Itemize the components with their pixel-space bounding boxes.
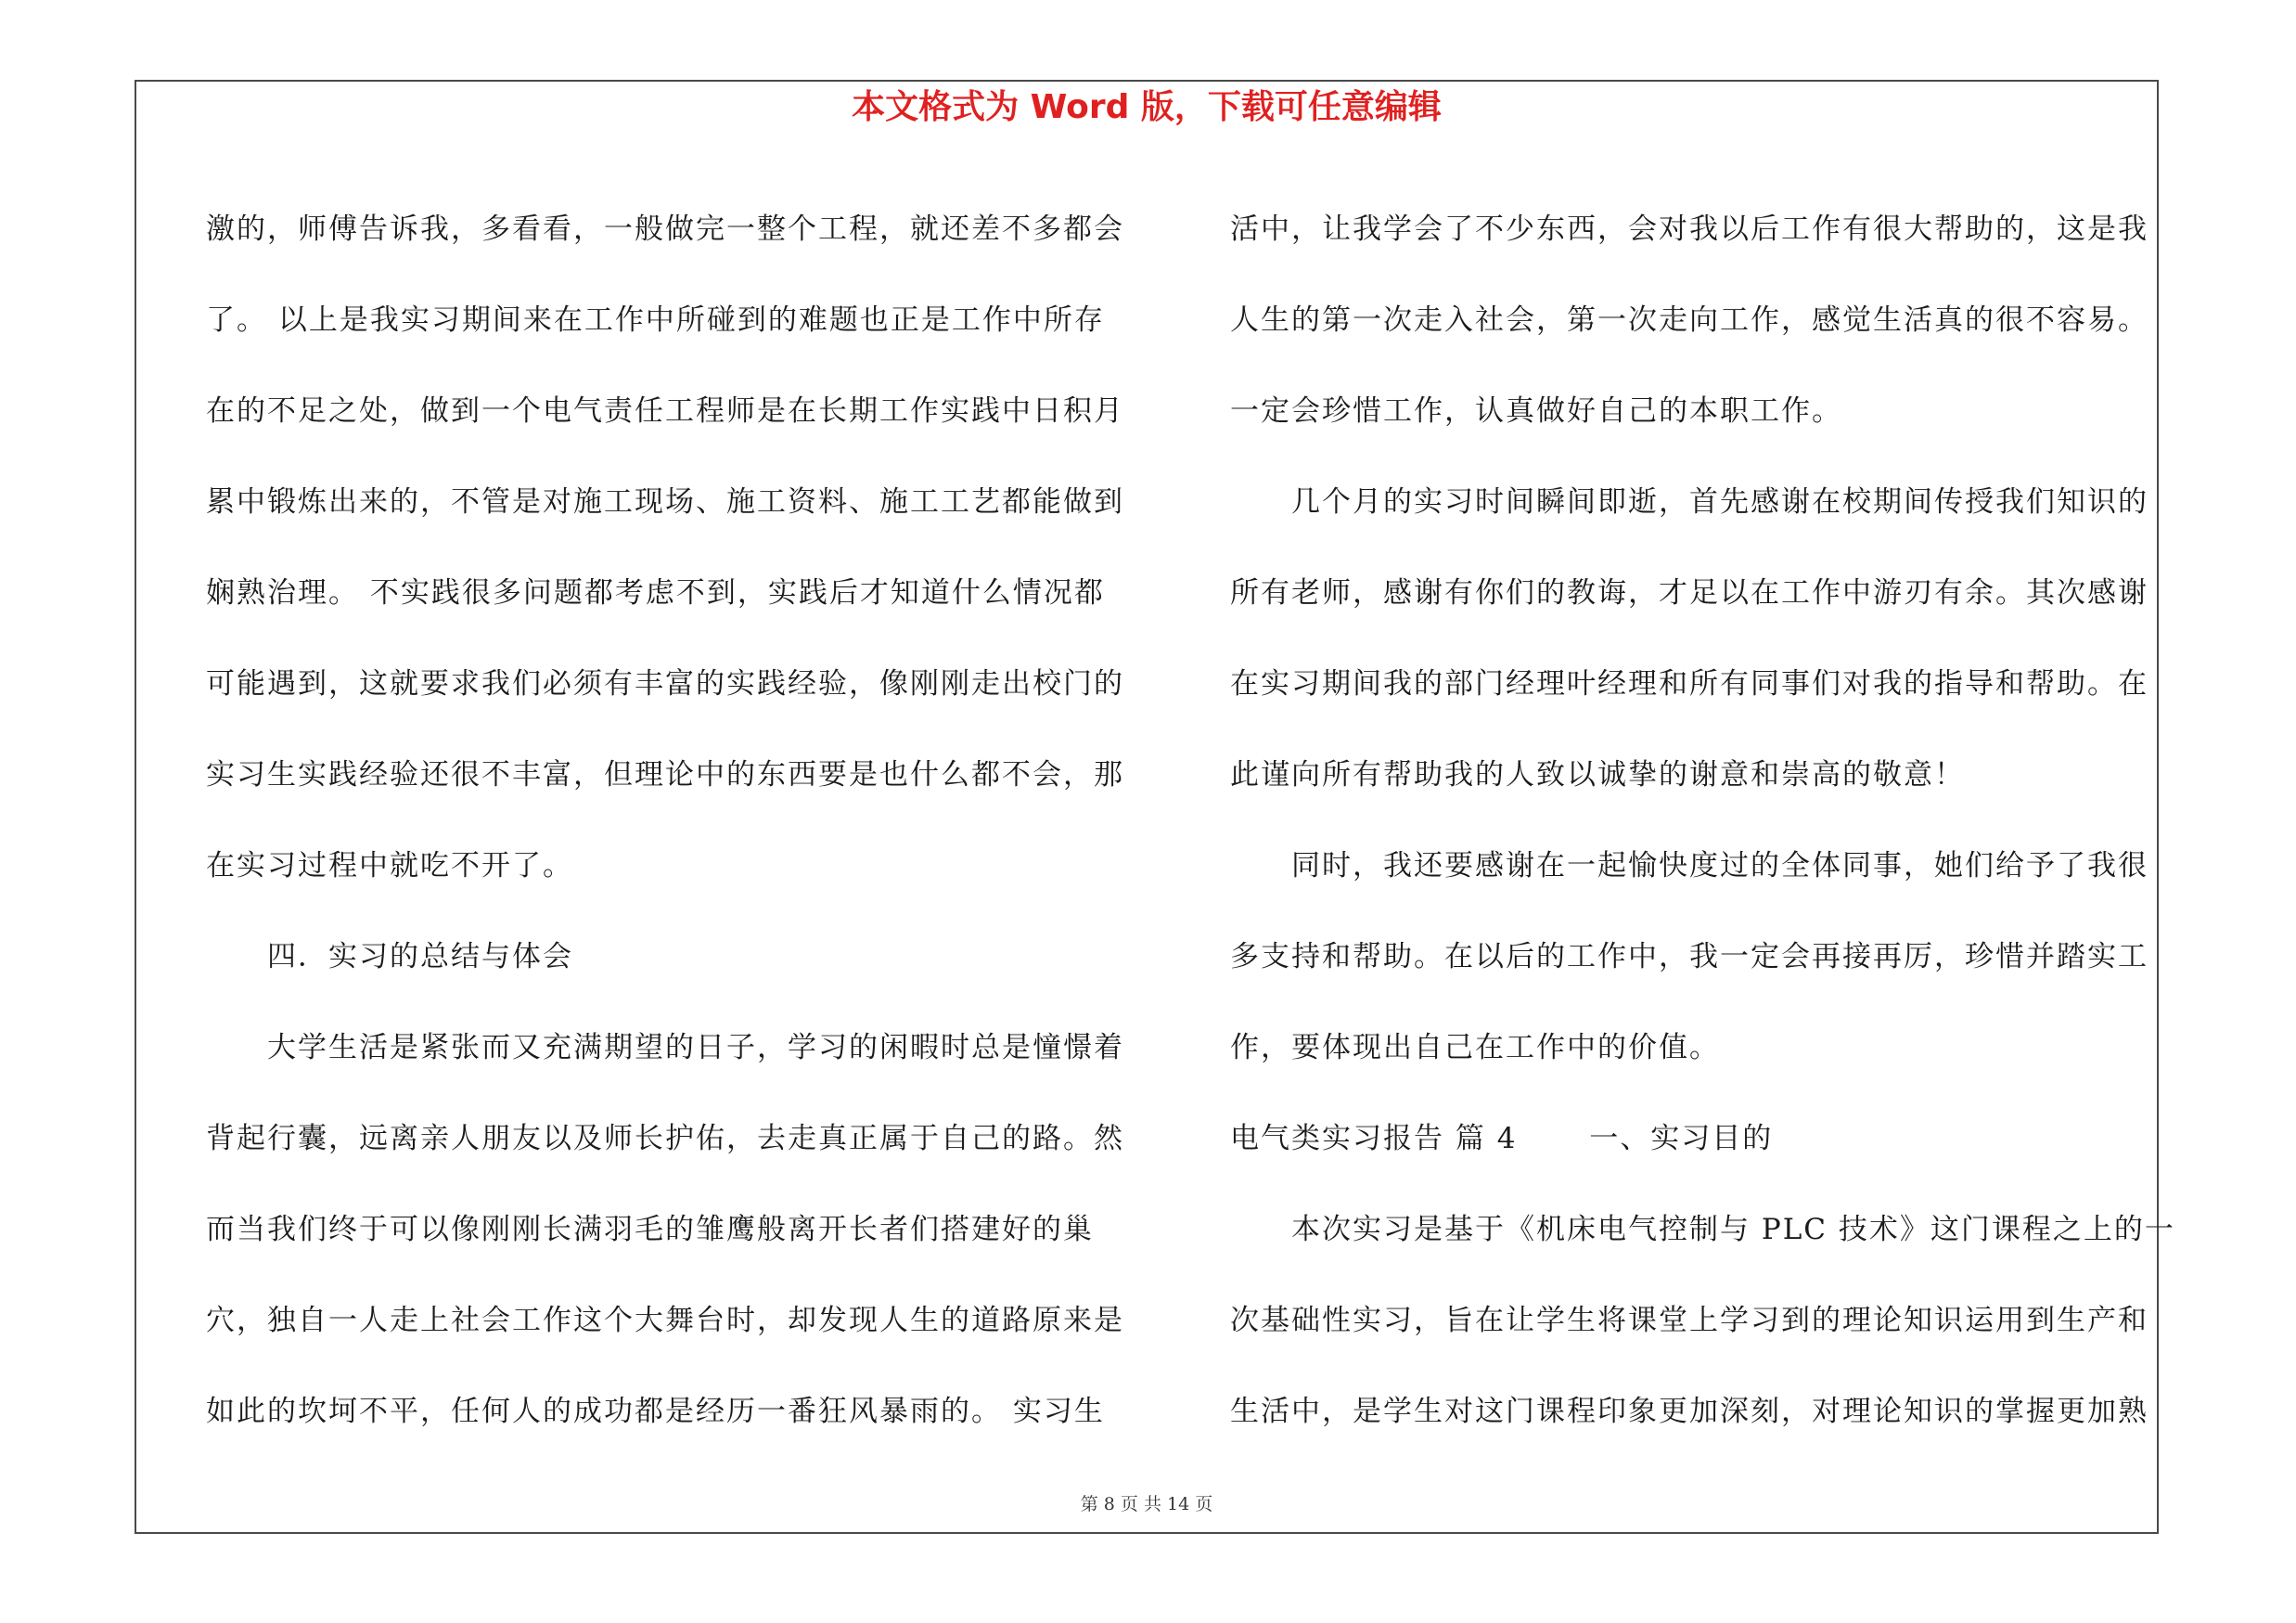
text-line: 实习生实践经验还很不丰富，但理论中的东西要是也什么都不会，那	[206, 758, 1124, 792]
text-line: 一定会珍惜工作，认真做好自己的本职工作。	[1230, 394, 1842, 428]
section-heading: 电气类实习报告 篇 4 一、实习目的	[1230, 1122, 1774, 1155]
text-line: 如此的坎坷不平，任何人的成功都是经历一番狂风暴雨的。 实习生	[206, 1395, 1105, 1428]
text-line: 可能遇到，这就要求我们必须有丰富的实践经验，像刚刚走出校门的	[206, 667, 1124, 701]
format-notice-header: 本文格式为 Word 版，下载可任意编辑	[852, 88, 1442, 126]
text-line: 而当我们终于可以像刚刚长满羽毛的雏鹰般离开长者们搭建好的巢	[206, 1213, 1094, 1246]
text-line: 几个月的实习时间瞬间即逝，首先感谢在校期间传授我们知识的	[1291, 485, 2148, 519]
section-heading: 四．实习的总结与体会	[267, 940, 573, 973]
left-text-column	[206, 184, 1129, 1457]
text-line: 在实习过程中就吃不开了。	[206, 849, 573, 882]
text-line: 了。 以上是我实习期间来在工作中所碰到的难题也正是工作中所存	[206, 303, 1105, 337]
text-line: 同时，我还要感谢在一起愉快度过的全体同事，她们给予了我很	[1291, 849, 2148, 882]
text-line: 人生的第一次走入社会，第一次走向工作，感觉生活真的很不容易。	[1230, 303, 2148, 337]
text-line: 累中锻炼出来的，不管是对施工现场、施工资料、施工工艺都能做到	[206, 485, 1124, 519]
text-line: 激的，师傅告诉我，多看看，一般做完一整个工程，就还差不多都会	[206, 213, 1124, 246]
text-line: 本次实习是基于《机床电气控制与 PLC 技术》这门课程之上的一	[1291, 1213, 2175, 1246]
text-line: 背起行囊，远离亲人朋友以及师长护佑，去走真正属于自己的路。然	[206, 1122, 1124, 1155]
text-line: 生活中，是学生对这门课程印象更加深刻，对理论知识的掌握更加熟	[1230, 1395, 2148, 1428]
text-line: 多支持和帮助。在以后的工作中，我一定会再接再厉，珍惜并踏实工	[1230, 940, 2148, 973]
text-line: 大学生活是紧张而又充满期望的日子，学习的闲暇时总是憧憬着	[267, 1031, 1124, 1064]
text-line: 在的不足之处，做到一个电气责任工程师是在长期工作实践中日积月	[206, 394, 1124, 428]
right-text-column	[1230, 184, 2175, 1457]
text-line: 所有老师，感谢有你们的教诲，才足以在工作中游刃有余。其次感谢	[1230, 576, 2148, 610]
page-number-footer: 第 8 页 共 14 页	[1080, 1494, 1213, 1514]
text-line: 穴，独自一人走上社会工作这个大舞台时，却发现人生的道路原来是	[206, 1304, 1124, 1337]
text-line: 活中，让我学会了不少东西，会对我以后工作有很大帮助的，这是我	[1230, 213, 2148, 246]
text-line: 此谨向所有帮助我的人致以诚挚的谢意和崇高的敬意！	[1230, 758, 1965, 792]
text-line: 娴熟治理。 不实践很多问题都考虑不到，实践后才知道什么情况都	[206, 576, 1105, 610]
text-line: 次基础性实习，旨在让学生将课堂上学习到的理论知识运用到生产和	[1230, 1304, 2148, 1337]
text-line: 作，要体现出自己在工作中的价值。	[1230, 1031, 1720, 1064]
text-line: 在实习期间我的部门经理叶经理和所有同事们对我的指导和帮助。在	[1230, 667, 2148, 701]
